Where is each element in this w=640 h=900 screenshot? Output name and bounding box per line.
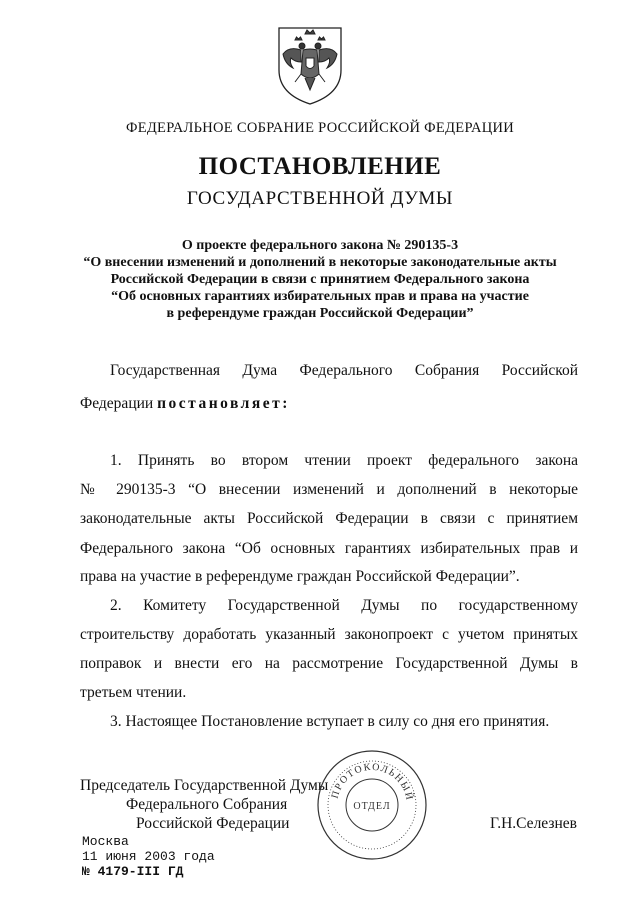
signer-name: Г.Н.Селезнев [490,815,577,832]
item-2-line: третьем чтении. [80,684,187,701]
stamp-outer-text: ПРОТОКОЛЬНЫЙ [329,761,415,803]
subject-line: “Об основных гарантиях избирательных прав и права на участие [111,289,529,304]
item-2-line: строительству доработать указанный законопроект с учетом принятых [80,626,578,643]
subject-line: О проекте федерального закона № 290135-3 [181,238,459,253]
preamble-line: Государственная Дума Федерального Собрания Российской [110,362,578,379]
item-1-line: права на участие в референдуме граждан Российской Федерации”. [80,568,520,585]
item-1-line: 1. Принять во втором чтении проект федерального закона [110,452,578,469]
footer-number: № 4179-III ГД [82,864,184,879]
signature-position: Федерального Собрания [126,796,288,813]
subject-line: Российской Федерации в связи с принятием Федерального закона [110,272,530,287]
preamble-verb: постановляет: [157,395,290,412]
preamble-start: Федерации [80,395,154,412]
organization-heading: ФЕДЕРАЛЬНОЕ СОБРАНИЕ РОССИЙСКОЙ ФЕДЕРАЦИИ [125,120,515,136]
subject-line: “О внесении изменений и дополнений в некоторые законодательные акты [83,255,557,270]
item-2-line: 2. Комитету Государственной Думы по государственному [110,597,578,614]
official-stamp [315,748,429,862]
signature-position: Председатель Государственной Думы [80,777,329,794]
item-2-line: поправок и внести его на рассмотрение Государственной Думы в [80,655,578,672]
footer-date: 11 июня 2003 года [82,849,215,864]
item-1-line: Федерального закона “Об основных гарантиях избирательных прав и [80,540,578,557]
item-1-line: законодательные акты Российской Федерации в связи с принятием [80,510,578,527]
stamp-center-text: ОТДЕЛ [353,801,391,812]
subject-line: в референдуме граждан Российской Федерации” [166,306,474,321]
document-type-title: ПОСТАНОВЛЕНИЕ [198,153,442,180]
issuer-subtitle: ГОСУДАРСТВЕННОЙ ДУМЫ [186,188,454,209]
signature-position: Российской Федерации [136,815,290,832]
item-1-line: № 290135-3 “О внесении изменений и дополнений в некоторые [80,481,578,498]
item-3-line: 3. Настоящее Постановление вступает в силу со дня его принятия. [110,713,550,730]
preamble-line [80,395,290,413]
footer-place: Москва [82,834,129,849]
